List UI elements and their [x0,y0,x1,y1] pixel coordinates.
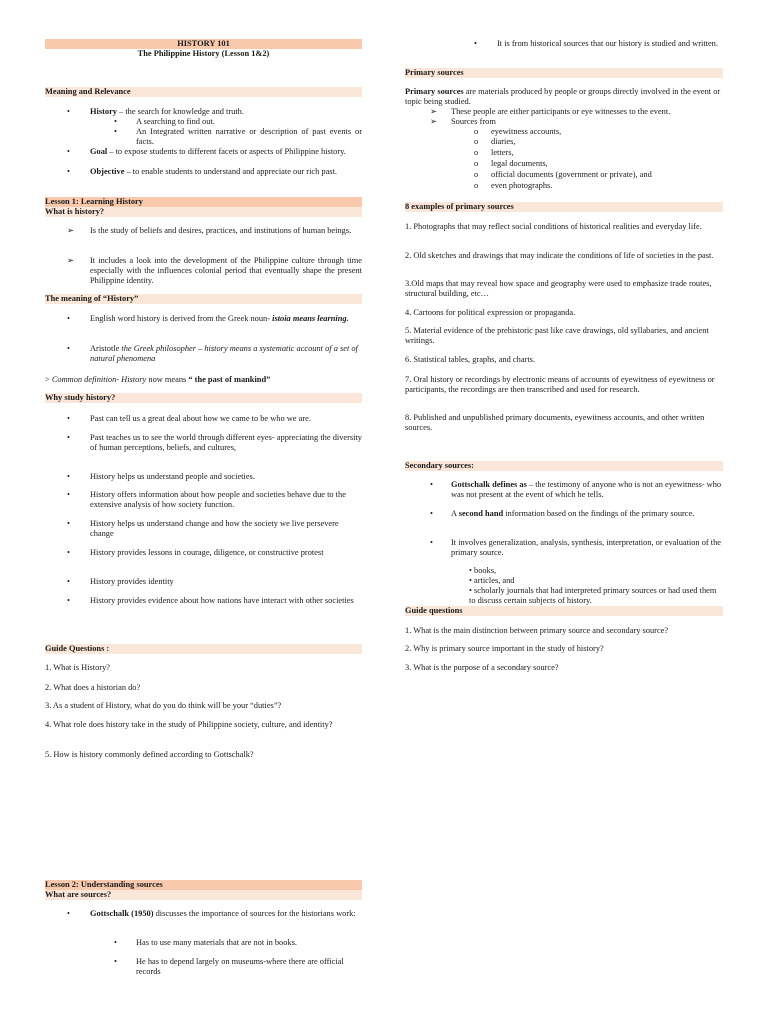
bullet-icon: • [430,509,433,518]
common-definition: > Common definition- History now means “ the past of mankind” [45,375,271,384]
guide-question: 2. Why is primary source important in the study of history? [405,644,604,653]
what-is-history-heading: What is history? [45,207,105,216]
bullet-icon: • [114,938,117,947]
meaning-heading: Meaning and Relevance [45,87,131,96]
meaning-item-history: History – the search for knowledge and truth. [90,107,244,116]
bullet-icon: • [430,538,433,547]
primary-source-type: official documents (government or private), and [491,170,652,179]
primary-source-type: even photographs. [491,181,553,190]
sources-intro-item: It is from historical sources that our history is studied and written. [497,39,718,48]
guide-question: 1. What is the main distinction between primary source and secondary source? [405,626,669,635]
secondary-heading: Secondary sources: [405,461,474,470]
gottschalk-subitem: He has to depend largely on museums-where there are official records [136,957,344,977]
circle-bullet-icon: o [474,148,479,157]
examples-heading: 8 examples of primary sources [405,202,514,211]
bullet-icon: • [67,433,70,442]
primary-source-type: eyewitness accounts, [491,127,562,136]
example-item: 7. Oral history or recordings by electronic means of accounts of eyewitness of eyewitness or participants, the recordings are then transcribed and used for research. [405,375,715,395]
document-subtitle: The Philippine History (Lesson 1&2) [137,49,270,58]
secondary-item: It involves generalization, analysis, synthesis, interpretation, or evaluation of the primary source. [451,538,722,558]
meaning-item-objective: Objective – to enable students to understand and appreciate our rich past. [90,167,337,176]
guide-question: 1. What is History? [45,663,110,672]
why-item: History provides identity [90,577,174,586]
what-sources-heading: What are sources? [45,890,112,899]
what-item: It includes a look into the development of the Philippine culture through time especially with the influences colonial period that eventually shape the present Philippine identity. [90,256,362,286]
arrow-bullet-icon: ➢ [67,226,75,235]
arrow-bullet-icon: ➢ [67,256,75,265]
bullet-icon: • [67,414,70,423]
arrow-bullet-icon: ➢ [430,117,438,126]
secondary-item: Gottschalk defines as – the testimony of anyone who is not an eyewitness- who was not present at the event of which he tells. [451,480,722,500]
circle-bullet-icon: o [474,181,479,190]
secondary-subitem: • scholarly journals that had interpreted primary sources or had used them to discuss certain subjects of history. [469,586,717,606]
why-item: History offers information about how people and societies behave due to the extensive analysis of how society function. [90,490,346,510]
primary-source-type: letters, [491,148,514,157]
example-item: 4. Cartoons for political expression or propaganda. [405,308,576,317]
circle-bullet-icon: o [474,127,479,136]
why-item: Past can tell us a great deal about how we came to be who we are. [90,414,311,423]
circle-bullet-icon: o [474,159,479,168]
document-title: HISTORY 101 [177,39,230,48]
lesson2-heading: Lesson 2: Understanding sources [45,880,163,889]
primary-heading: Primary sources [405,68,464,77]
example-item: 3.Old maps that may reveal how space and geography were used to emphasize trade routes, structural building, etc… [405,279,712,299]
primary-source-type: diaries, [491,137,516,146]
meaning-item-goal: Goal – to expose students to different facets or aspects of Philippine history. [90,147,346,156]
guide-question: 5. How is history commonly defined according to Gottschalk? [45,750,254,759]
circle-bullet-icon: o [474,170,479,179]
primary-definition: Primary sources are materials produced by people or groups directly involved in the event or topic being studied. [405,87,721,107]
aristotle-item: Aristotle the Greek philosopher – history means a systematic account of a set of natural phenomena [90,344,358,364]
arrow-bullet-icon: ➢ [430,107,438,116]
circle-bullet-icon: o [474,137,479,146]
primary-source-type: legal documents, [491,159,548,168]
secondary-subitem: • books, [469,566,497,575]
why-item: History helps us understand change and how the society we live persevere change [90,519,339,539]
why-item: Past teaches us to see the world through different eyes- appreciating the diversity of human perceptions, beliefs, and cultures, [90,433,362,453]
bullet-icon: • [67,909,70,918]
example-item: 2. Old sketches and drawings that may indicate the conditions of life of societies in the past. [405,251,714,260]
bullet-icon: • [67,490,70,499]
bullet-icon: • [430,480,433,489]
why-item: History provides lessons in courage, diligence, or constructive protest [90,548,324,557]
bullet-icon: • [114,957,117,966]
bullet-icon: • [67,472,70,481]
meaning-of-history-heading: The meaning of “History” [45,294,139,303]
bullet-icon: • [67,344,70,353]
primary-arrow-item: Sources from [451,117,496,126]
why-heading: Why study history? [45,393,116,402]
bullet-icon: • [67,596,70,605]
gottschalk-subitem: Has to use many materials that are not in books. [136,938,297,947]
example-item: 5. Material evidence of the prehistoric past like cave drawings, old syllabaries, and ancient writings. [405,326,709,346]
bullet-icon: • [67,577,70,586]
secondary-subitem: • articles, and [469,576,515,585]
bullet-icon: • [67,548,70,557]
bullet-icon: • [474,39,477,48]
example-item: 8. Published and unpublished primary documents, eyewitness accounts, and other written sources. [405,413,705,433]
secondary-item: A second hand information based on the findings of the primary source. [451,509,695,518]
meaning-subitem: A searching to find out. [136,117,215,126]
bullet-icon: • [67,314,70,323]
gottschalk-item: Gottschalk (1950) discusses the importance of sources for the historians work: [90,909,356,918]
primary-arrow-item: These people are either participants or eye witnesses to the event. [451,107,671,116]
bullet-icon: • [114,117,117,126]
why-item: History helps us understand people and societies. [90,472,255,481]
right-guide-heading: Guide questions [405,606,463,615]
bullet-icon: • [67,519,70,528]
guide-question: 2. What does a historian do? [45,683,141,692]
why-item: History provides evidence about how nations have interact with other societies [90,596,354,605]
example-item: 1. Photographs that may reflect social conditions of historical realities and everyday life. [405,222,702,231]
lesson1-heading: Lesson 1: Learning History [45,197,143,206]
bullet-icon: • [67,147,70,156]
bullet-icon: • [114,127,117,136]
bullet-icon: • [67,167,70,176]
etymology-item: English word history is derived from the Greek noun- istoia means learning. [90,314,349,323]
guide-heading: Guide Questions : [45,644,110,653]
bullet-icon: • [67,107,70,116]
example-item: 6. Statistical tables, graphs, and charts. [405,355,536,364]
meaning-subitem: An Integrated written narrative or description of past events or facts. [136,127,362,147]
what-item: Is the study of beliefs and desires, practices, and institutions of human beings. [90,226,352,235]
guide-question: 4. What role does history take in the study of Philippine society, culture, and identity? [45,720,333,729]
guide-question: 3. As a student of History, what do you do think will be your “duties”? [45,701,282,710]
guide-question: 3. What is the purpose of a secondary source? [405,663,559,672]
